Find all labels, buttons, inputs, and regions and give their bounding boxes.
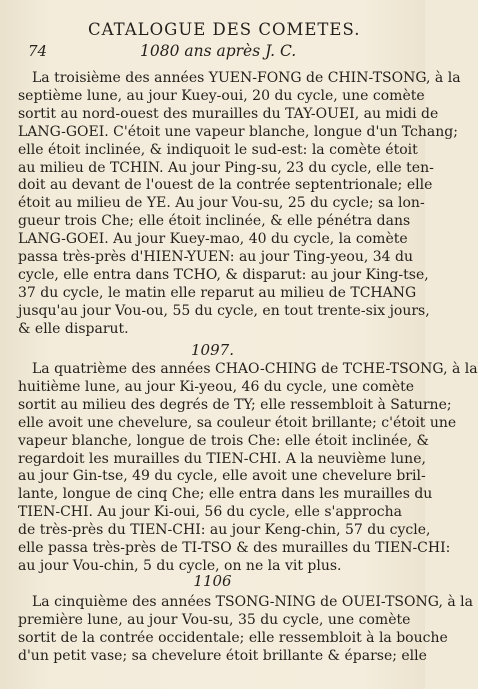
text-line: de très-près du TIEN-CHI: au jour Keng-chin, 57 du cycle, xyxy=(18,522,431,539)
text-line: étoit au milieu de YE. Au jour Vou-su, 25 du cycle; sa lon- xyxy=(18,195,425,212)
text-line: elle passa très-près de TI-TSO & des murailles du TIEN-CHI: xyxy=(18,540,451,557)
date-subheading: 1080 ans après J. C. xyxy=(140,42,297,60)
text-line: LANG-GOEI. C'étoit une vapeur blanche, longue d'un Tchang; xyxy=(18,123,458,140)
text-line: doit au devant de l'ouest de la contrée septentrionale; elle xyxy=(18,177,433,194)
paragraph-1106 xyxy=(18,594,473,666)
text-line: sortit au nord-ouest des murailles du TAY-OUEI, au midi de xyxy=(18,105,439,122)
text-line: 37 du cycle, le matin elle reparut au milieu de TCHANG xyxy=(18,284,417,301)
text-line: La cinquième des années TSONG-NING de OUEI-TSONG, à la xyxy=(32,594,473,610)
text-line: & elle disparut. xyxy=(18,320,129,337)
text-line: lante, longue de cinq Che; elle entra dans les murailles du xyxy=(18,486,433,503)
text-line: cycle, elle entra dans TCHO, & disparut: au jour King-tse, xyxy=(18,266,429,283)
text-line: TIEN-CHI. Au jour Ki-oui, 56 du cycle, elle s'approcha xyxy=(18,504,402,521)
text-line: première lune, au jour Vou-su, 35 du cycle, une comète xyxy=(18,611,411,628)
text-line: d'un petit vase; sa chevelure étoit brillante & éparse; elle xyxy=(18,647,427,664)
text-line: septième lune, au jour Kuey-oui, 20 du cycle, une comète xyxy=(18,87,425,104)
text-line: regardoit les murailles du TIEN-CHI. A la neuvième lune, xyxy=(18,450,426,467)
text-line: au milieu de TCHIN. Au jour Ping-su, 23 du cycle, elle ten- xyxy=(18,159,434,176)
year-heading-1106: 1106 xyxy=(193,572,232,590)
text-line: sortit de la contrée occidentale; elle ressembloit à la bouche xyxy=(18,629,448,646)
text-line: vapeur blanche, longue de trois Che: elle étoit inclinée, & xyxy=(18,432,429,449)
text-line: gueur trois Che; elle étoit inclinée, & elle pénétra dans xyxy=(18,213,411,230)
text-line: sortit au milieu des degrés de TY; elle ressembloit à Saturne; xyxy=(18,396,452,413)
text-line: passa très-près d'HIEN-YUEN: au jour Ting-yeou, 34 du xyxy=(18,249,414,266)
text-line: elle avoit une chevelure, sa couleur étoit brillante; c'étoit une xyxy=(18,414,457,431)
text-line: au jour Vou-chin, 5 du cycle, on ne la vit plus. xyxy=(18,557,342,574)
page-number: 74 xyxy=(28,42,48,60)
text-line: elle étoit inclinée, & indiquoit le sud-est: la comète étoit xyxy=(18,141,418,158)
text-line: jusqu'au jour Vou-ou, 55 du cycle, en tout trente-six jours, xyxy=(18,302,430,319)
running-title: CATALOGUE DES COMETES. xyxy=(88,20,361,39)
text-line: LANG-GOEI. Au jour Kuey-mao, 40 du cycle, la comète xyxy=(18,231,408,248)
paragraph-1097 xyxy=(18,361,478,576)
text-line: huitième lune, au jour Ki-yeou, 46 du cycle, une comète xyxy=(18,378,415,395)
year-heading-1097: 1097. xyxy=(191,341,234,359)
text-line: La troisième des années YUEN-FONG de CHIN-TSONG, à la xyxy=(32,70,461,86)
text-line: La quatrième des années CHAO-CHING de TCHE-TSONG, à la xyxy=(32,361,478,377)
text-line: au jour Gin-tse, 49 du cycle, elle avoit une chevelure bril- xyxy=(18,468,426,485)
paragraph-1080 xyxy=(18,70,461,339)
